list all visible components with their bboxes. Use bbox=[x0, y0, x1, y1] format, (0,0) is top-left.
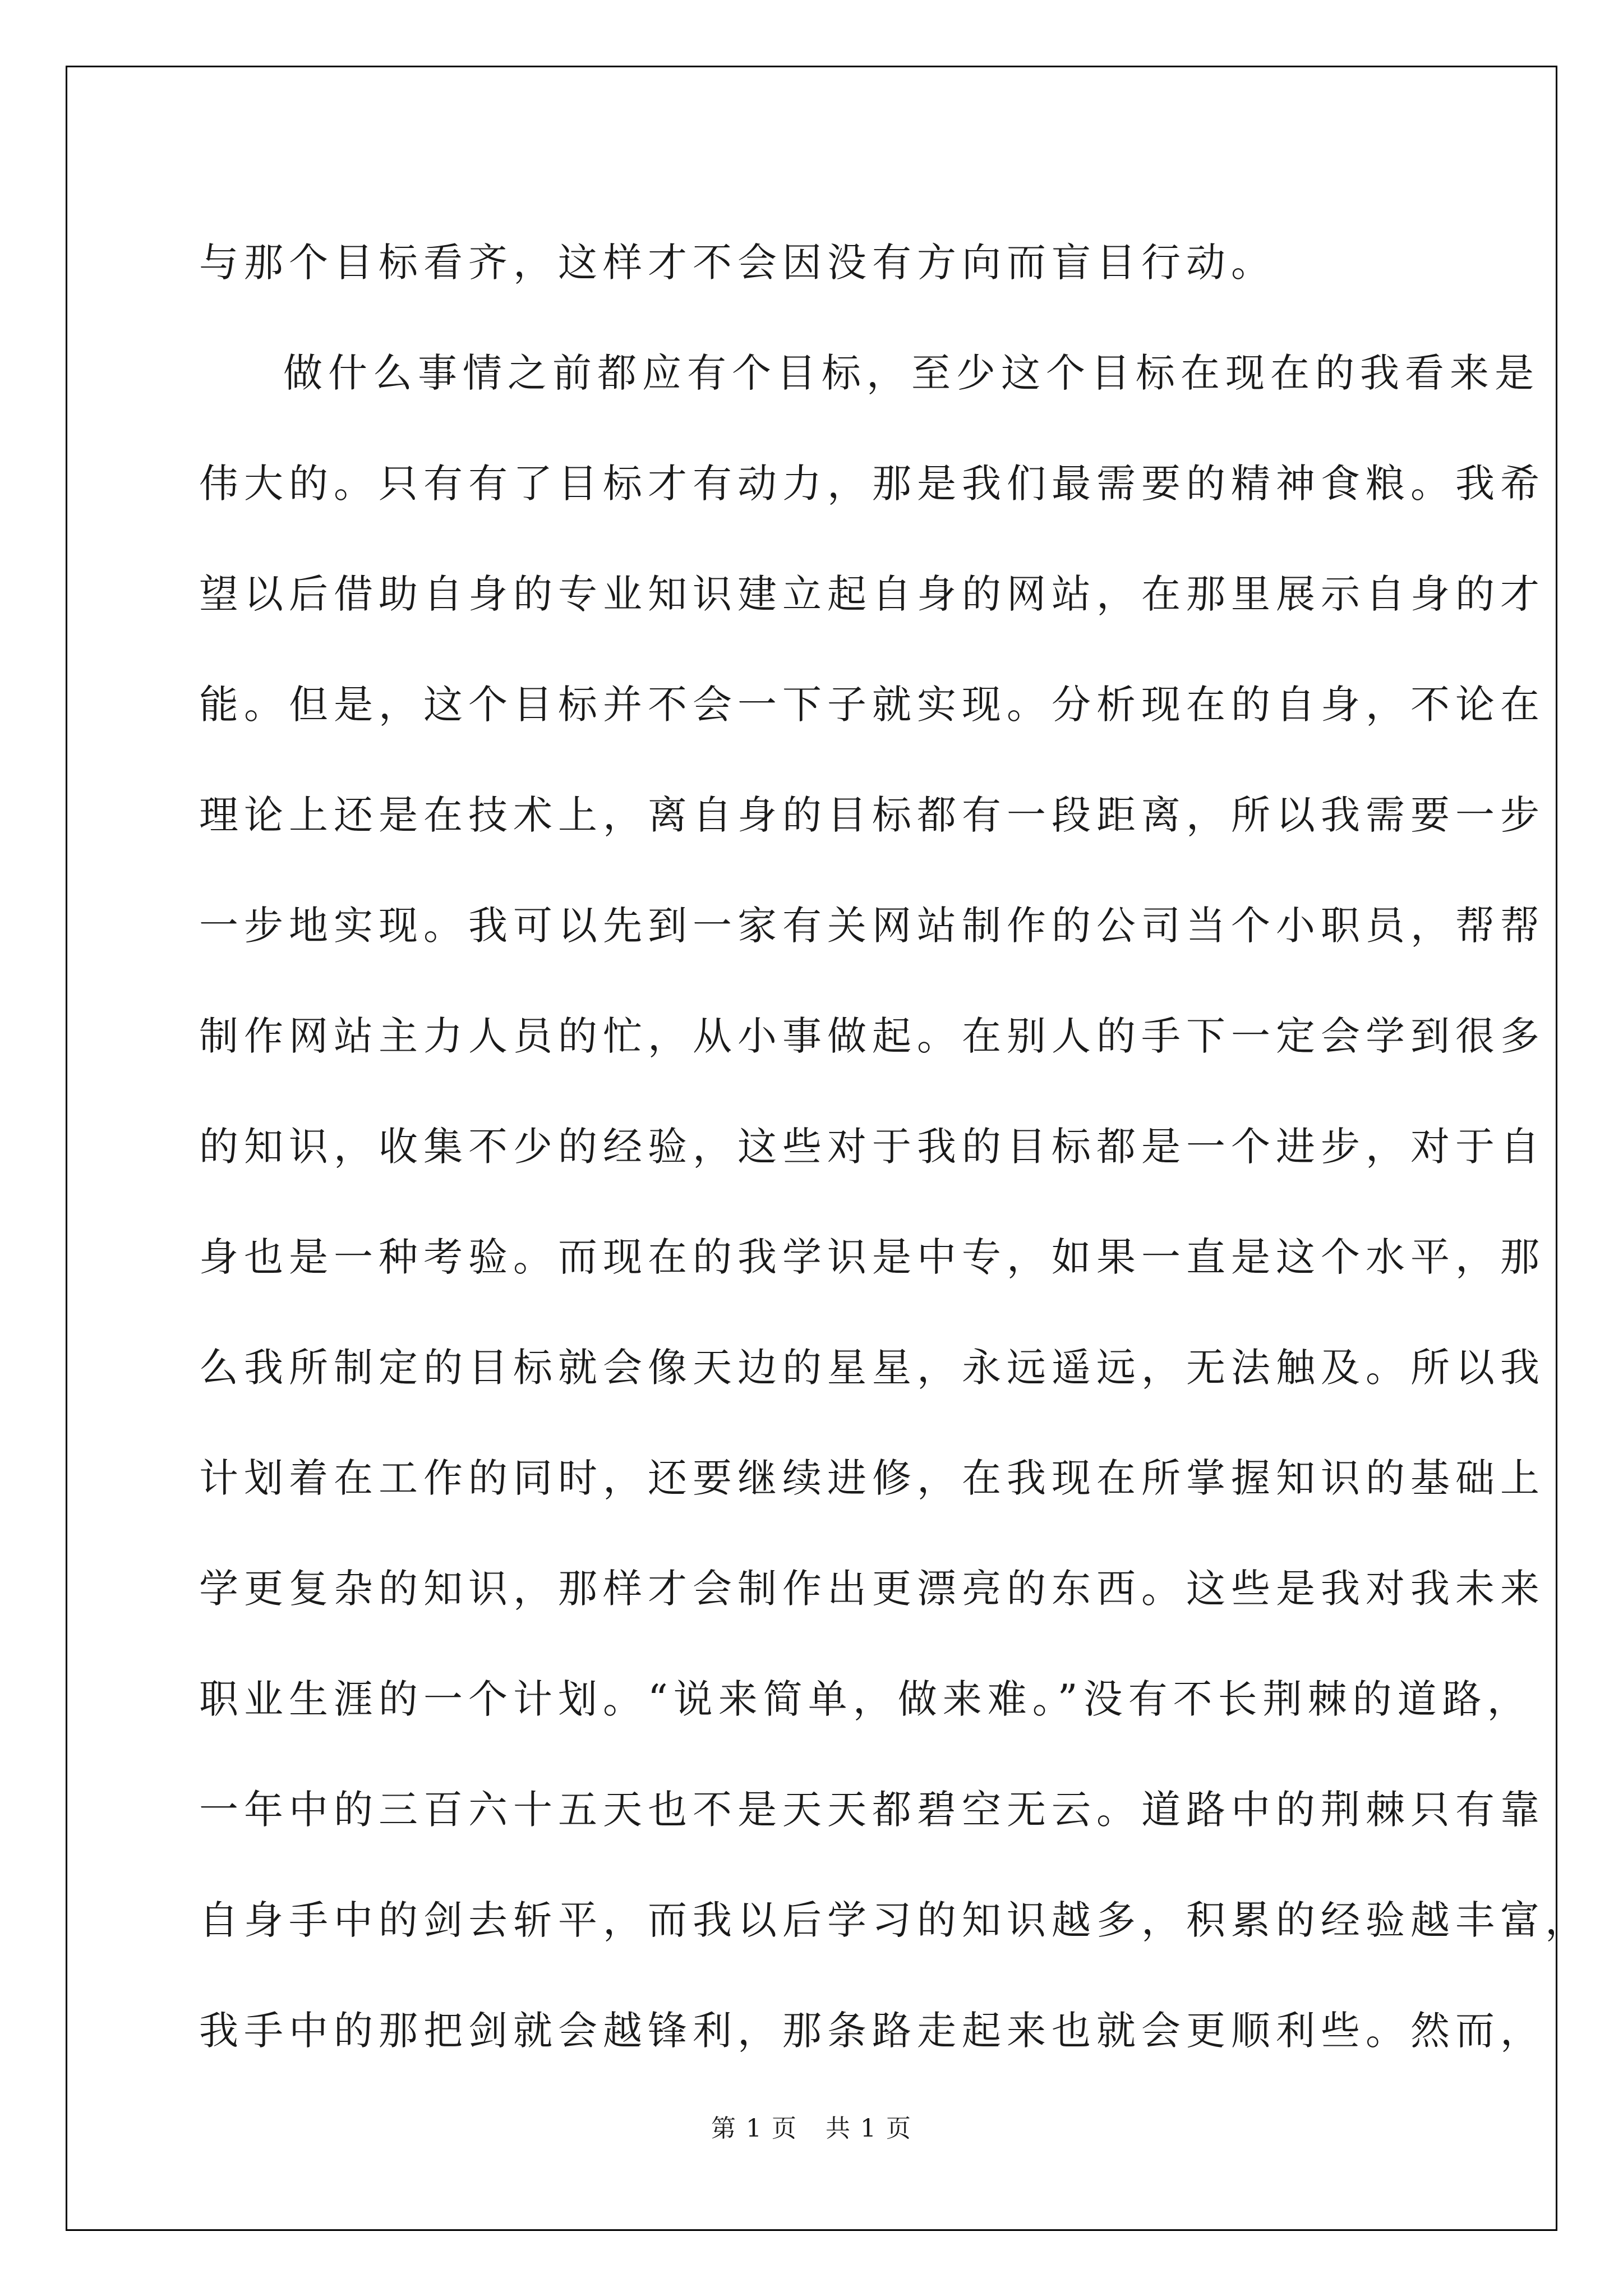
paragraph-first-line: 做什么事情之前都应有个目标，至少这个目标在现在的我看来是 bbox=[283, 350, 1539, 396]
text-line: 能。但是，这个目标并不会一下子就实现。分析现在的自身，不论在 bbox=[199, 682, 1545, 728]
text-line: 的知识，收集不少的经验，这些对于我的目标都是一个进步，对于自 bbox=[199, 1124, 1545, 1170]
text-line: 伟大的。只有有了目标才有动力，那是我们最需要的精神食粮。我希 bbox=[199, 461, 1545, 507]
text-line: 身也是一种考验。而现在的我学识是中专，如果一直是这个水平，那 bbox=[199, 1234, 1545, 1280]
text-line: 么我所制定的目标就会像天边的星星，永远遥远，无法触及。所以我 bbox=[199, 1345, 1545, 1391]
text-line: 职业生涯的一个计划。“说来简单，做来难。”没有不长荆棘的道路， bbox=[199, 1676, 1532, 1722]
document-body bbox=[199, 208, 1590, 2086]
page-number: 第 1 页 bbox=[711, 2114, 797, 2143]
text-line: 制作网站主力人员的忙，从小事做起。在别人的手下一定会学到很多 bbox=[199, 1013, 1545, 1059]
text-line: 学更复杂的知识，那样才会制作出更漂亮的东西。这些是我对我未来 bbox=[199, 1566, 1545, 1612]
page-total: 共 1 页 bbox=[826, 2114, 912, 2143]
text-line: 我手中的那把剑就会越锋利，那条路走起来也就会更顺利些。然而， bbox=[199, 2008, 1545, 2054]
text-line: 与那个目标看齐，这样才不会因没有方向而盲目行动。 bbox=[199, 240, 1276, 286]
page-footer bbox=[0, 2112, 1623, 2146]
text-line: 理论上还是在技术上，离自身的目标都有一段距离，所以我需要一步 bbox=[199, 792, 1545, 838]
text-line: 望以后借助自身的专业知识建立起自身的网站，在那里展示自身的才 bbox=[199, 571, 1545, 617]
text-line: 一步地实现。我可以先到一家有关网站制作的公司当个小职员，帮帮 bbox=[199, 903, 1545, 949]
text-line: 计划着在工作的同时，还要继续进修，在我现在所掌握知识的基础上 bbox=[199, 1455, 1545, 1501]
text-line: 自身手中的剑去斩平，而我以后学习的知识越多，积累的经验越丰富， bbox=[199, 1897, 1590, 1943]
text-line: 一年中的三百六十五天也不是天天都碧空无云。道路中的荆棘只有靠 bbox=[199, 1787, 1545, 1833]
